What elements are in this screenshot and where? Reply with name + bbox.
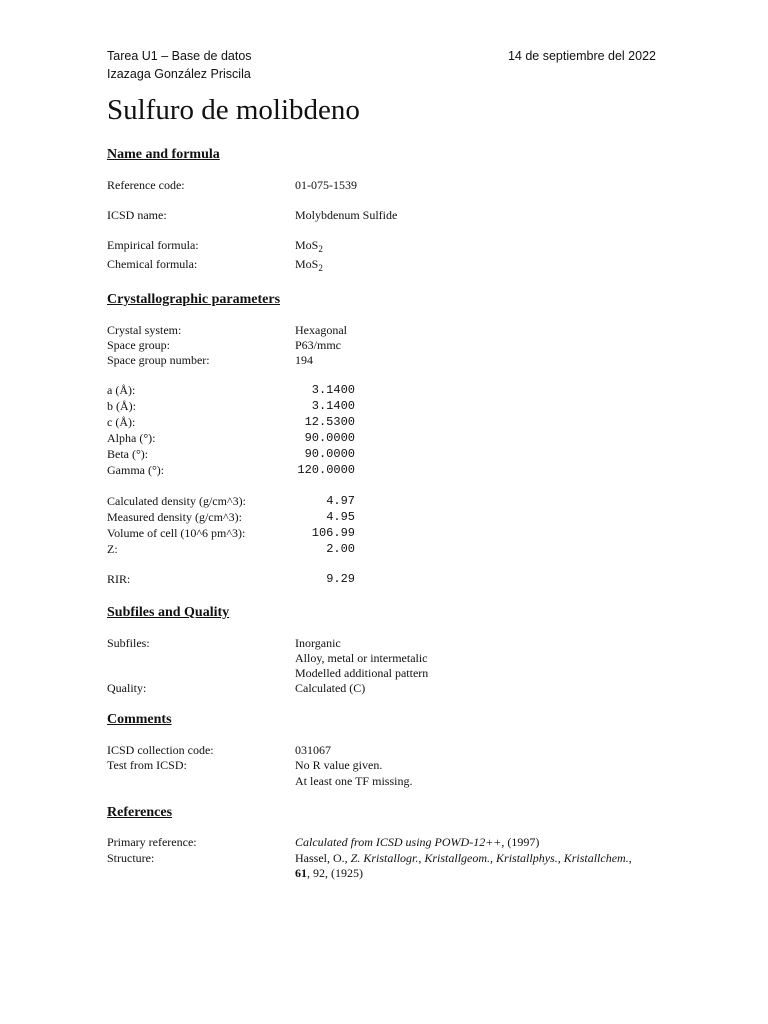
field-label: Reference code: [107, 178, 185, 192]
field-row-measured-density [107, 509, 667, 525]
field-row-structure [107, 850, 667, 866]
field-row-icsd-collection-code [107, 742, 667, 758]
document-title: Sulfuro de molibdeno [107, 94, 360, 126]
field-value: 90.0000 [304, 431, 355, 445]
field-label: Measured density (g/cm^3): [107, 510, 242, 524]
section-heading-name-formula: Name and formula [107, 147, 220, 162]
field-label: Primary reference: [107, 835, 197, 849]
field-label: Empirical formula: [107, 238, 199, 252]
section-heading-subfiles-quality: Subfiles and Quality [107, 605, 230, 620]
field-row-rir [107, 571, 667, 587]
field-value: No R value given. [295, 758, 383, 772]
reference-pages-year: , 92, (1925) [307, 866, 363, 880]
field-label: Chemical formula: [107, 257, 198, 271]
field-row-reference-code [107, 177, 667, 193]
field-value: 031067 [295, 743, 331, 757]
field-value: 4.95 [326, 510, 355, 524]
field-row-beta [107, 446, 667, 462]
field-row-subfiles-cont [107, 665, 667, 681]
field-label: Alpha (°): [107, 431, 156, 445]
reference-author: Hassel, O., [295, 851, 351, 865]
field-row-alpha [107, 430, 667, 446]
field-row-a [107, 382, 667, 398]
section-heading-references: References [107, 805, 173, 820]
field-row-chemical-formula [107, 256, 667, 272]
field-row-calculated-density [107, 493, 667, 509]
field-row-test-cont [107, 773, 667, 789]
field-row-c [107, 414, 667, 430]
field-value: 9.29 [326, 572, 355, 586]
field-label: RIR: [107, 572, 131, 586]
formula-subscript: 2 [318, 263, 323, 273]
field-value [295, 850, 632, 866]
reference-journal: Z. Kristallogr., Kristallgeom., Kristallphys., Kristallchem. [350, 851, 629, 865]
field-label: b (Å): [107, 399, 136, 413]
field-row-test-from-icsd [107, 757, 667, 773]
field-value: 2.00 [326, 542, 355, 556]
field-value: 4.97 [326, 494, 355, 508]
field-label: Space group: [107, 338, 170, 352]
field-row-subfiles [107, 635, 667, 651]
field-label: Volume of cell (10^6 pm^3): [107, 526, 246, 540]
field-row-subfiles-cont [107, 650, 667, 666]
field-value [295, 865, 363, 881]
field-value: 01-075-1539 [295, 178, 357, 192]
formula-subscript: 2 [318, 244, 323, 254]
field-label: Subfiles: [107, 636, 150, 650]
field-label: Space group number: [107, 353, 210, 367]
field-value: 194 [295, 353, 313, 367]
field-row-space-group-number [107, 352, 667, 368]
field-label: ICSD name: [107, 208, 167, 222]
field-value [295, 834, 539, 850]
field-row-empirical-formula [107, 237, 667, 253]
field-value: 106.99 [311, 526, 355, 540]
field-label: Calculated density (g/cm^3): [107, 494, 246, 508]
field-row-z [107, 541, 667, 557]
field-label: Crystal system: [107, 323, 182, 337]
page-header-left [107, 47, 252, 83]
field-row-b [107, 398, 667, 414]
field-value: Inorganic [295, 636, 341, 650]
field-value: Hexagonal [295, 323, 347, 337]
reference-volume: 61 [295, 866, 307, 880]
field-label: Beta (°): [107, 447, 149, 461]
formula-base: MoS [295, 257, 319, 271]
field-row-space-group [107, 337, 667, 353]
field-value: 90.0000 [304, 447, 355, 461]
section-heading-crystallographic: Crystallographic parameters [107, 292, 281, 307]
field-value: Modelled additional pattern [295, 666, 429, 680]
field-label: Structure: [107, 851, 155, 865]
course-title: Tarea U1 – Base de datos [107, 49, 252, 63]
field-value: 3.1400 [311, 399, 355, 413]
field-row-primary-reference [107, 834, 667, 850]
field-row-structure-cont [107, 865, 667, 881]
field-label: a (Å): [107, 383, 136, 397]
field-value: 3.1400 [311, 383, 355, 397]
field-label: Test from ICSD: [107, 758, 187, 772]
field-row-quality [107, 680, 667, 696]
field-value [295, 256, 323, 273]
field-label: Gamma (°): [107, 463, 165, 477]
field-value: Molybdenum Sulfide [295, 208, 398, 222]
field-row-crystal-system [107, 322, 667, 338]
author-name: Izazaga González Priscila [107, 67, 251, 81]
reference-year: , (1997) [501, 835, 540, 849]
field-value: At least one TF missing. [295, 774, 413, 788]
field-label: c (Å): [107, 415, 136, 429]
field-row-cell-volume [107, 525, 667, 541]
field-value: Alloy, metal or intermetalic [295, 651, 428, 665]
reference-comma: , [628, 851, 632, 865]
field-row-gamma [107, 462, 667, 478]
section-heading-comments: Comments [107, 712, 172, 727]
field-label: Quality: [107, 681, 147, 695]
field-value: P63/mmc [295, 338, 342, 352]
field-value: Calculated (C) [295, 681, 366, 695]
field-value: 12.5300 [304, 415, 355, 429]
field-value: 120.0000 [297, 463, 355, 477]
reference-citation: Calculated from ICSD using POWD-12++ [295, 835, 502, 849]
field-label: Z: [107, 542, 118, 556]
field-label: ICSD collection code: [107, 743, 214, 757]
formula-base: MoS [295, 238, 319, 252]
field-row-icsd-name [107, 207, 667, 223]
header-date: 14 de septiembre del 2022 [507, 49, 656, 63]
field-value [295, 237, 323, 254]
